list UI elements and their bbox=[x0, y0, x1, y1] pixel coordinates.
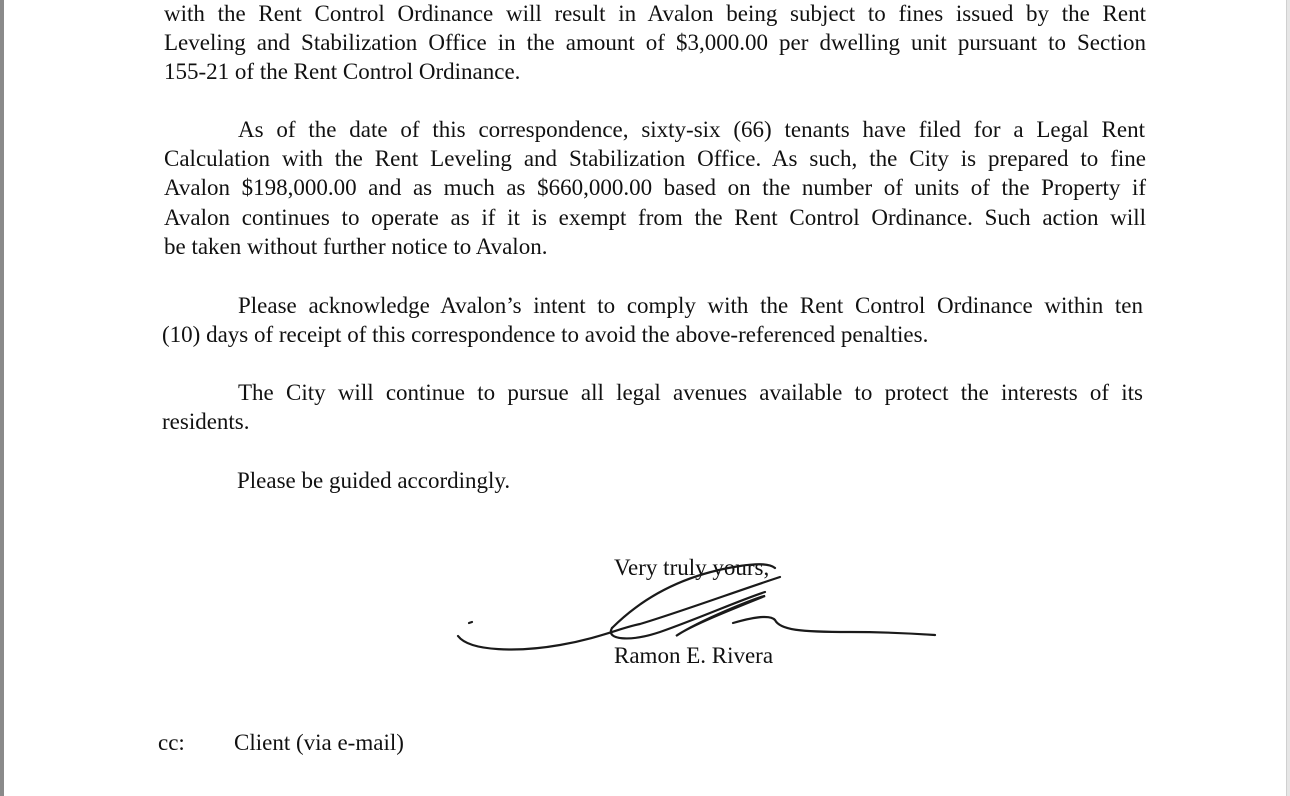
paragraph-line: Avalon $198,000.00 and as much as $660,000.00 based on the number of units of the Property if bbox=[164, 175, 1146, 200]
paragraph-line: (10) days of receipt of this correspondence to avoid the above-referenced penalties. bbox=[162, 322, 929, 347]
paragraph-line: 155-21 of the Rent Control Ordinance. bbox=[164, 59, 521, 84]
paragraph-line: Avalon continues to operate as if it is exempt from the Rent Control Ordinance. Such action will bbox=[164, 205, 1146, 230]
paragraph-line: Calculation with the Rent Leveling and Stabilization Office. As such, the City is prepared to fine bbox=[164, 146, 1146, 171]
closing: Very truly yours, bbox=[614, 555, 770, 580]
cc-recipient: Client (via e-mail) bbox=[234, 730, 404, 755]
paragraph-line: As of the date of this correspondence, sixty-six (66) tenants have filed for a Legal Rent bbox=[238, 117, 1145, 142]
paragraph-line: residents. bbox=[162, 409, 250, 434]
paragraph-line: be taken without further notice to Avalon. bbox=[164, 234, 548, 259]
paragraph-line: Leveling and Stabilization Office in the amount of $3,000.00 per dwelling unit pursuant to Section bbox=[164, 30, 1146, 55]
signer-name: Ramon E. Rivera bbox=[614, 643, 774, 668]
paragraph-line: Please acknowledge Avalon’s intent to comply with the Rent Control Ordinance within ten bbox=[238, 293, 1143, 318]
paragraph-line: The City will continue to pursue all legal avenues available to protect the interests of its bbox=[238, 380, 1143, 405]
paragraph-line: with the Rent Control Ordinance will result in Avalon being subject to fines issued by the Rent bbox=[164, 1, 1146, 26]
paragraph-line: Please be guided accordingly. bbox=[237, 468, 511, 493]
cc-label: cc: bbox=[158, 730, 185, 755]
